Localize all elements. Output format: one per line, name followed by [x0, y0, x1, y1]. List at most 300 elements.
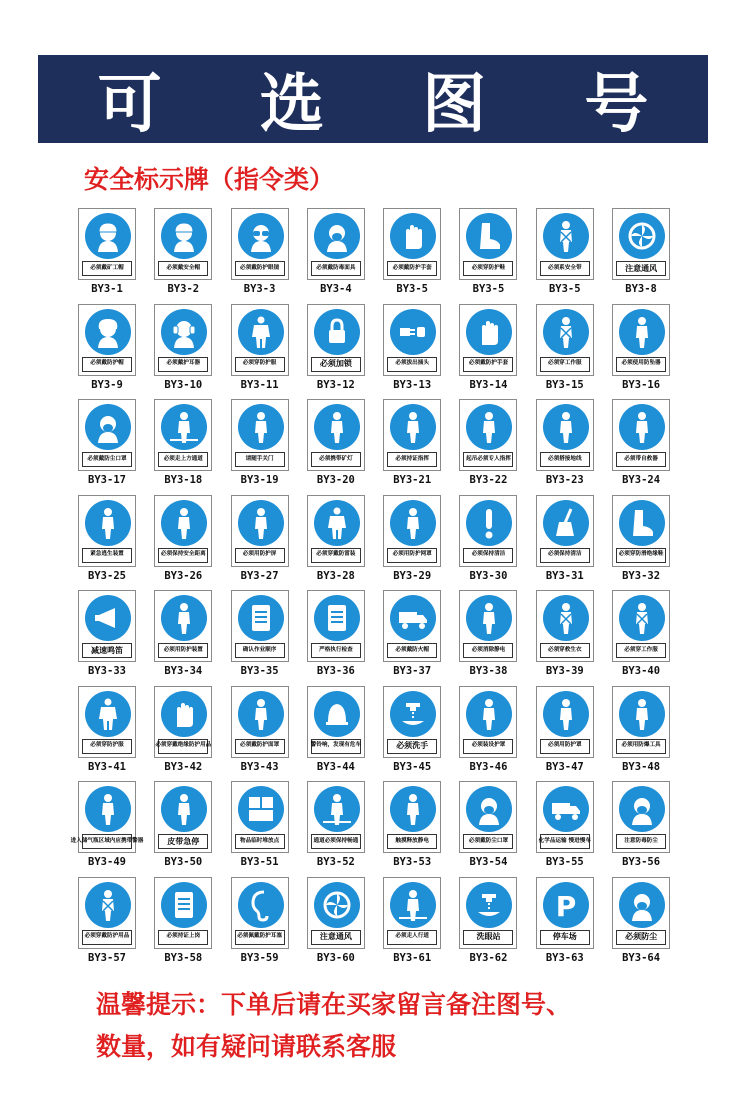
static-discharge-icon: [466, 595, 512, 641]
guard-cover-icon: [161, 595, 207, 641]
safety-sign: [154, 304, 212, 376]
sign-cell: [231, 781, 289, 877]
ventilation-icon: [314, 882, 360, 928]
safety-sign: [536, 304, 594, 376]
safety-sign: [231, 304, 289, 376]
sign-label: 必须持证上岗: [158, 930, 208, 945]
sign-label: 必须戴防护手套: [463, 357, 513, 372]
safety-sign: [78, 877, 136, 949]
exclamation-icon: [466, 500, 512, 546]
gloves-pair-icon: [466, 309, 512, 355]
sign-cell: [307, 781, 365, 877]
sign-code: BY3-14: [469, 378, 508, 391]
detector-icon: [85, 786, 131, 832]
head-cap-icon: [85, 309, 131, 355]
safety-sign: [536, 877, 594, 949]
sign-label: 紧急逃生装置: [82, 548, 132, 563]
workwear-icon: [543, 309, 589, 355]
passage-icon: [314, 786, 360, 832]
sign-label: 必须洗手: [387, 739, 437, 754]
sign-label: 注意通风: [311, 930, 361, 945]
safety-sign: [459, 399, 517, 471]
sign-code: BY3-15: [545, 378, 584, 391]
sign-cell: [383, 399, 441, 495]
sign-code: BY3-13: [393, 378, 432, 391]
sign-code: BY3-34: [164, 665, 203, 677]
safety-sign: [231, 686, 289, 758]
sign-cell: [307, 877, 365, 973]
sign-code: BY3-56: [622, 856, 661, 868]
forklift-icon: [543, 786, 589, 832]
sign-code: BY3-45: [393, 760, 432, 773]
sign-grid: [70, 208, 678, 972]
safety-sign: [459, 781, 517, 853]
safety-sign: [154, 781, 212, 853]
sign-label: 必须携带矿灯: [311, 452, 361, 467]
safety-sign: [383, 304, 441, 376]
sign-label: 必须用防护装置: [158, 643, 208, 658]
truck-icon: [390, 595, 436, 641]
sign-label: 必须穿防滑绝缘鞋: [616, 548, 666, 563]
sign-cell: [612, 304, 670, 400]
sign-code: BY3-26: [164, 569, 203, 582]
sign-label: 必须戴防毒面具: [311, 261, 361, 276]
sign-cell: [536, 304, 594, 400]
safety-sign: [154, 208, 212, 280]
gas-mask-icon: [314, 213, 360, 259]
sign-cell: [307, 399, 365, 495]
sign-label: 必须穿救生衣: [540, 643, 590, 658]
goggles-icon: [238, 213, 284, 259]
sign-label: 必须戴防护帽: [82, 357, 132, 372]
sign-label: 必须保持清洁: [463, 548, 513, 563]
page-title: 可 选 图 号: [97, 68, 687, 142]
boot-icon: [466, 213, 512, 259]
safety-sign: [78, 590, 136, 662]
sign-code: BY3-52: [316, 856, 355, 868]
walkway-icon: [390, 882, 436, 928]
harness-icon: [543, 213, 589, 259]
sign-label: 减速鸣笛: [82, 643, 132, 658]
sign-code: BY3-31: [545, 569, 584, 582]
safety-sign: [536, 495, 594, 567]
protective-suit-icon: [238, 309, 284, 355]
sign-cell: [70, 781, 144, 877]
sign-label: 触摸释放静电: [387, 834, 437, 849]
escape-device-icon: [85, 500, 131, 546]
safety-sign: [459, 208, 517, 280]
alarm-bell-icon: [314, 691, 360, 737]
safety-sign: [459, 877, 517, 949]
apron-icon: [314, 500, 360, 546]
sign-label: 必须持证指挥: [387, 452, 437, 467]
sign-label: 化学品运输 慢进慢车: [540, 834, 590, 849]
sign-label: 必须戴防护面罩: [235, 739, 285, 754]
sign-code: BY3-23: [545, 474, 584, 486]
sign-label: 必须戴防护手套: [387, 261, 437, 276]
tip-line-1: 温馨提示：下单后请在买家留言备注图号、: [96, 990, 572, 1019]
sign-label: 必须走上方通道: [158, 452, 208, 467]
sign-cell: [78, 590, 136, 686]
sign-label: 必须搭接地线: [540, 452, 590, 467]
sign-cell: [154, 781, 212, 877]
full-ppe-icon: [85, 882, 131, 928]
safety-sign: [612, 686, 670, 758]
sign-cell: [78, 208, 136, 304]
certificate-icon: [161, 882, 207, 928]
safety-sign: [383, 399, 441, 471]
safety-sign: [231, 208, 289, 280]
safety-sign: [307, 877, 365, 949]
sign-code: BY3-9: [91, 378, 123, 391]
sign-cell: [307, 304, 365, 400]
sign-cell: [231, 399, 289, 495]
safety-sign: [154, 686, 212, 758]
sign-cell: [78, 877, 136, 973]
sign-label: 必须戴矿工帽: [82, 261, 132, 276]
sign-code: BY3-37: [393, 665, 432, 677]
sign-cell: [612, 495, 670, 591]
sign-cell: [536, 686, 594, 782]
dust-proof-icon: [619, 882, 665, 928]
self-rescuer-icon: [619, 404, 665, 450]
safety-sign: [536, 686, 594, 758]
sign-code: BY3-5: [548, 283, 581, 295]
sign-cell: [459, 686, 517, 782]
cover-icon: [543, 691, 589, 737]
fan-icon: [619, 213, 665, 259]
sign-code: BY3-60: [316, 951, 355, 964]
sign-label: 必须保持安全距离: [158, 548, 208, 563]
safety-sign: [459, 686, 517, 758]
safety-sign: [231, 399, 289, 471]
sign-label: 洗眼站: [463, 930, 513, 945]
safety-sign: [307, 495, 365, 567]
sign-cell: [383, 495, 441, 591]
sign-cell: [459, 877, 517, 973]
sign-code: BY3-4: [320, 283, 352, 295]
sign-code: BY3-53: [393, 856, 432, 868]
safety-sign: [307, 399, 365, 471]
sign-code: BY3-48: [622, 760, 661, 773]
sign-label: 物品临时堆放点: [235, 834, 285, 849]
insulating-glove-icon: [161, 691, 207, 737]
sign-cell: [231, 495, 289, 591]
safety-sign: [78, 208, 136, 280]
broom-icon: [543, 500, 589, 546]
sign-label: 进入储气瓶区域内应携带警器: [82, 834, 132, 849]
sign-code: BY3-54: [469, 856, 508, 868]
sign-cell: [383, 590, 441, 686]
sign-label: 必须带自救器: [616, 452, 666, 467]
sign-code: BY3-50: [164, 856, 203, 868]
sign-label: 严格执行检查: [311, 643, 361, 658]
sign-label: 必须戴防护眼镜: [235, 261, 285, 276]
safety-sign: [231, 877, 289, 949]
safety-sign: [536, 399, 594, 471]
sign-code: BY3-43: [240, 760, 279, 773]
sign-code: BY3-2: [167, 283, 200, 295]
sign-code: BY3-29: [393, 569, 432, 582]
safety-sign: [78, 686, 136, 758]
horn-icon: [85, 595, 131, 641]
safety-sign: [536, 781, 594, 853]
sign-code: BY3-51: [240, 856, 279, 868]
sign-label: 停车场: [540, 930, 590, 945]
sign-label: 必须穿工作服: [616, 643, 666, 658]
sign-label: 必须用防护网罩: [387, 548, 437, 563]
fall-arrester-icon: [619, 309, 665, 355]
sign-label: 皮带急停: [158, 834, 208, 849]
sign-code: BY3-58: [164, 951, 203, 964]
signalman-icon: [390, 404, 436, 450]
sign-code: BY3-28: [316, 569, 355, 582]
safety-sign: [459, 304, 517, 376]
gas-cylinders-icon: [161, 500, 207, 546]
sign-cell: [459, 495, 517, 591]
sign-cell: [536, 590, 594, 686]
safety-sign: [307, 781, 365, 853]
safety-sign: [154, 399, 212, 471]
sign-code: BY3-18: [164, 474, 203, 486]
sign-cell: [536, 208, 594, 304]
sign-label: 必须防尘: [616, 930, 666, 945]
safety-sign: [231, 590, 289, 662]
safety-sign: [536, 208, 594, 280]
ear-icon: [238, 882, 284, 928]
wash-hands-icon: [390, 691, 436, 737]
sign-cell: [154, 590, 212, 686]
sign-code: BY3-5: [396, 283, 428, 295]
sign-code: BY3-59: [240, 951, 279, 964]
sign-code: BY3-17: [88, 474, 126, 486]
tip-line-2: 数量，如有疑问请联系客服: [96, 1032, 397, 1061]
safety-sign: [536, 590, 594, 662]
sign-cell: [612, 686, 670, 782]
safety-sign: [459, 495, 517, 567]
safety-sign: [231, 495, 289, 567]
sign-label: 必须戴防火帽: [387, 643, 437, 658]
unplug-icon: [390, 309, 436, 355]
sign-cell: [307, 686, 365, 782]
safety-sign: [612, 781, 670, 853]
sign-cell: [231, 877, 289, 973]
vest-icon: [619, 595, 665, 641]
safety-sign: [78, 304, 136, 376]
dust-mask-icon: [85, 404, 131, 450]
sign-cell: [154, 877, 212, 973]
sign-cell: [231, 590, 289, 686]
sign-label: 必须使用防坠器: [616, 357, 666, 372]
safety-sign: [383, 781, 441, 853]
miner-helmet-icon: [85, 213, 131, 259]
sign-code: BY3-22: [469, 474, 508, 486]
sign-code: BY3-46: [469, 760, 508, 773]
sign-label: 必须用防爆工具: [616, 739, 666, 754]
sign-code: BY3-41: [88, 760, 126, 773]
sign-cell: [612, 590, 670, 686]
sign-cell: [459, 399, 517, 495]
safety-sign: [383, 590, 441, 662]
sign-code: BY3-47: [545, 760, 584, 773]
sign-label: 必须穿防护服: [235, 357, 285, 372]
safety-sign: [307, 208, 365, 280]
sign-cell: [307, 495, 365, 591]
sign-cell: [612, 877, 670, 973]
sign-code: BY3-11: [240, 378, 279, 391]
sign-code: BY3-62: [469, 951, 508, 964]
explosion-proof-icon: [619, 691, 665, 737]
sign-label: 必须消除静电: [463, 643, 513, 658]
sign-label: 警铃响，发现有危车: [311, 739, 361, 754]
safety-sign: [612, 304, 670, 376]
sign-code: BY3-49: [88, 856, 126, 868]
sign-cell: [383, 208, 441, 304]
category-title: 安全标示牌（指令类）: [84, 165, 335, 194]
sign-label: 注意通风: [616, 261, 666, 276]
safety-sign: [307, 686, 365, 758]
safety-sign: [154, 495, 212, 567]
life-jacket-icon: [543, 595, 589, 641]
sign-cell: [154, 304, 212, 400]
sign-label: 必须穿工作服: [540, 357, 590, 372]
sign-label: 必须用防护屏: [235, 548, 285, 563]
sign-label: 必须系安全带: [540, 261, 590, 276]
safety-sign: [612, 877, 670, 949]
sign-code: BY3-64: [622, 951, 661, 964]
sign-code: BY3-25: [88, 569, 126, 582]
sign-code: BY3-8: [625, 283, 657, 295]
sign-cell: [536, 877, 594, 973]
sign-cell: [231, 686, 289, 782]
sign-cell: [154, 399, 212, 495]
sign-cell: [78, 495, 136, 591]
sign-code: BY3-36: [316, 665, 355, 677]
mine-lamp-icon: [314, 404, 360, 450]
sign-label: 起吊必须专人指挥: [463, 452, 513, 467]
sign-cell: [536, 495, 594, 591]
sign-code: BY3-27: [240, 569, 279, 582]
sign-cell: [459, 208, 517, 304]
worker-mask-icon: [619, 786, 665, 832]
sign-cell: [231, 208, 289, 304]
sign-code: BY3-10: [164, 378, 203, 391]
safety-sign: [612, 495, 670, 567]
page-header: [38, 55, 708, 143]
lock-icon: [314, 309, 360, 355]
sign-cell: [612, 781, 670, 877]
safety-sign: [307, 304, 365, 376]
sign-label: 必须戴防尘口罩: [463, 834, 513, 849]
safety-sign: [307, 590, 365, 662]
overpass-icon: [161, 404, 207, 450]
sign-code: BY3-21: [393, 474, 432, 486]
crane-icon: [466, 404, 512, 450]
sign-label: 注意防毒防尘: [616, 834, 666, 849]
sign-label: 必须戴护耳器: [158, 357, 208, 372]
safety-sign: [612, 590, 670, 662]
sign-code: BY3-35: [240, 665, 279, 677]
sign-cell: [612, 399, 670, 495]
sign-label: 必须装设护罩: [463, 739, 513, 754]
sign-cell: [383, 304, 441, 400]
sign-code: BY3-3: [243, 283, 276, 295]
sign-cell: [307, 208, 365, 304]
sign-cell: [154, 495, 212, 591]
sign-code: BY3-44: [316, 760, 355, 773]
sign-code: BY3-20: [316, 474, 355, 486]
sign-code: BY3-1: [91, 283, 123, 295]
sign-code: BY3-32: [622, 569, 661, 582]
sign-cell: [307, 590, 365, 686]
sign-cell: [459, 304, 517, 400]
sign-code: BY3-5: [472, 283, 505, 295]
sign-code: BY3-61: [393, 951, 432, 964]
sign-cell: [459, 781, 517, 877]
ear-muff-icon: [161, 309, 207, 355]
sign-code: BY3-12: [316, 378, 355, 391]
safety-sign: [154, 877, 212, 949]
touch-plate-icon: [390, 786, 436, 832]
sign-cell: [78, 304, 136, 400]
glove-icon: [390, 213, 436, 259]
protective-screen-icon: [238, 500, 284, 546]
sign-label: 必须穿戴绝缘防护用品: [158, 739, 208, 754]
sign-label: 必须戴安全帽: [158, 261, 208, 276]
sign-label: 必须穿戴防护用品: [82, 930, 132, 945]
svg-text:P: P: [555, 889, 577, 923]
safety-sign: [383, 208, 441, 280]
ground-wire-icon: [543, 404, 589, 450]
safety-sign: [70, 781, 144, 853]
sign-code: BY3-24: [622, 474, 661, 486]
safety-sign: [78, 399, 136, 471]
sign-code: BY3-30: [469, 569, 508, 582]
emergency-stop-icon: [161, 786, 207, 832]
safety-sign: [459, 590, 517, 662]
sign-label: 必须保持清洁: [540, 548, 590, 563]
sign-code: BY3-38: [469, 665, 508, 677]
safety-sign: [78, 495, 136, 567]
sign-label: 请随手关门: [235, 452, 285, 467]
sign-code: BY3-40: [622, 665, 661, 677]
hard-hat-icon: [161, 213, 207, 259]
sign-cell: [154, 208, 212, 304]
sign-label: 必须穿防护鞋: [463, 261, 513, 276]
boxes-icon: [238, 786, 284, 832]
sign-label: 必须加锁: [311, 357, 361, 372]
sequence-icon: [238, 595, 284, 641]
sign-label: 必须拔出插头: [387, 357, 437, 372]
safety-sign: [612, 399, 670, 471]
sign-label: 必须穿戴防雷装: [311, 548, 361, 563]
sign-cell: [536, 399, 594, 495]
face-shield-icon: [238, 691, 284, 737]
parking-icon: [543, 882, 589, 928]
checklist-icon: [314, 595, 360, 641]
sign-label: 必须穿防护服: [82, 739, 132, 754]
sign-code: BY3-19: [240, 474, 279, 486]
sign-code: BY3-63: [545, 951, 584, 964]
respirator-icon: [466, 786, 512, 832]
sign-code: BY3-16: [622, 378, 661, 391]
safety-sign: [154, 590, 212, 662]
coverall-icon: [85, 691, 131, 737]
sign-code: BY3-39: [545, 665, 584, 677]
sign-cell: [383, 877, 441, 973]
close-door-icon: [238, 404, 284, 450]
sign-label: 必须用防护罩: [540, 739, 590, 754]
